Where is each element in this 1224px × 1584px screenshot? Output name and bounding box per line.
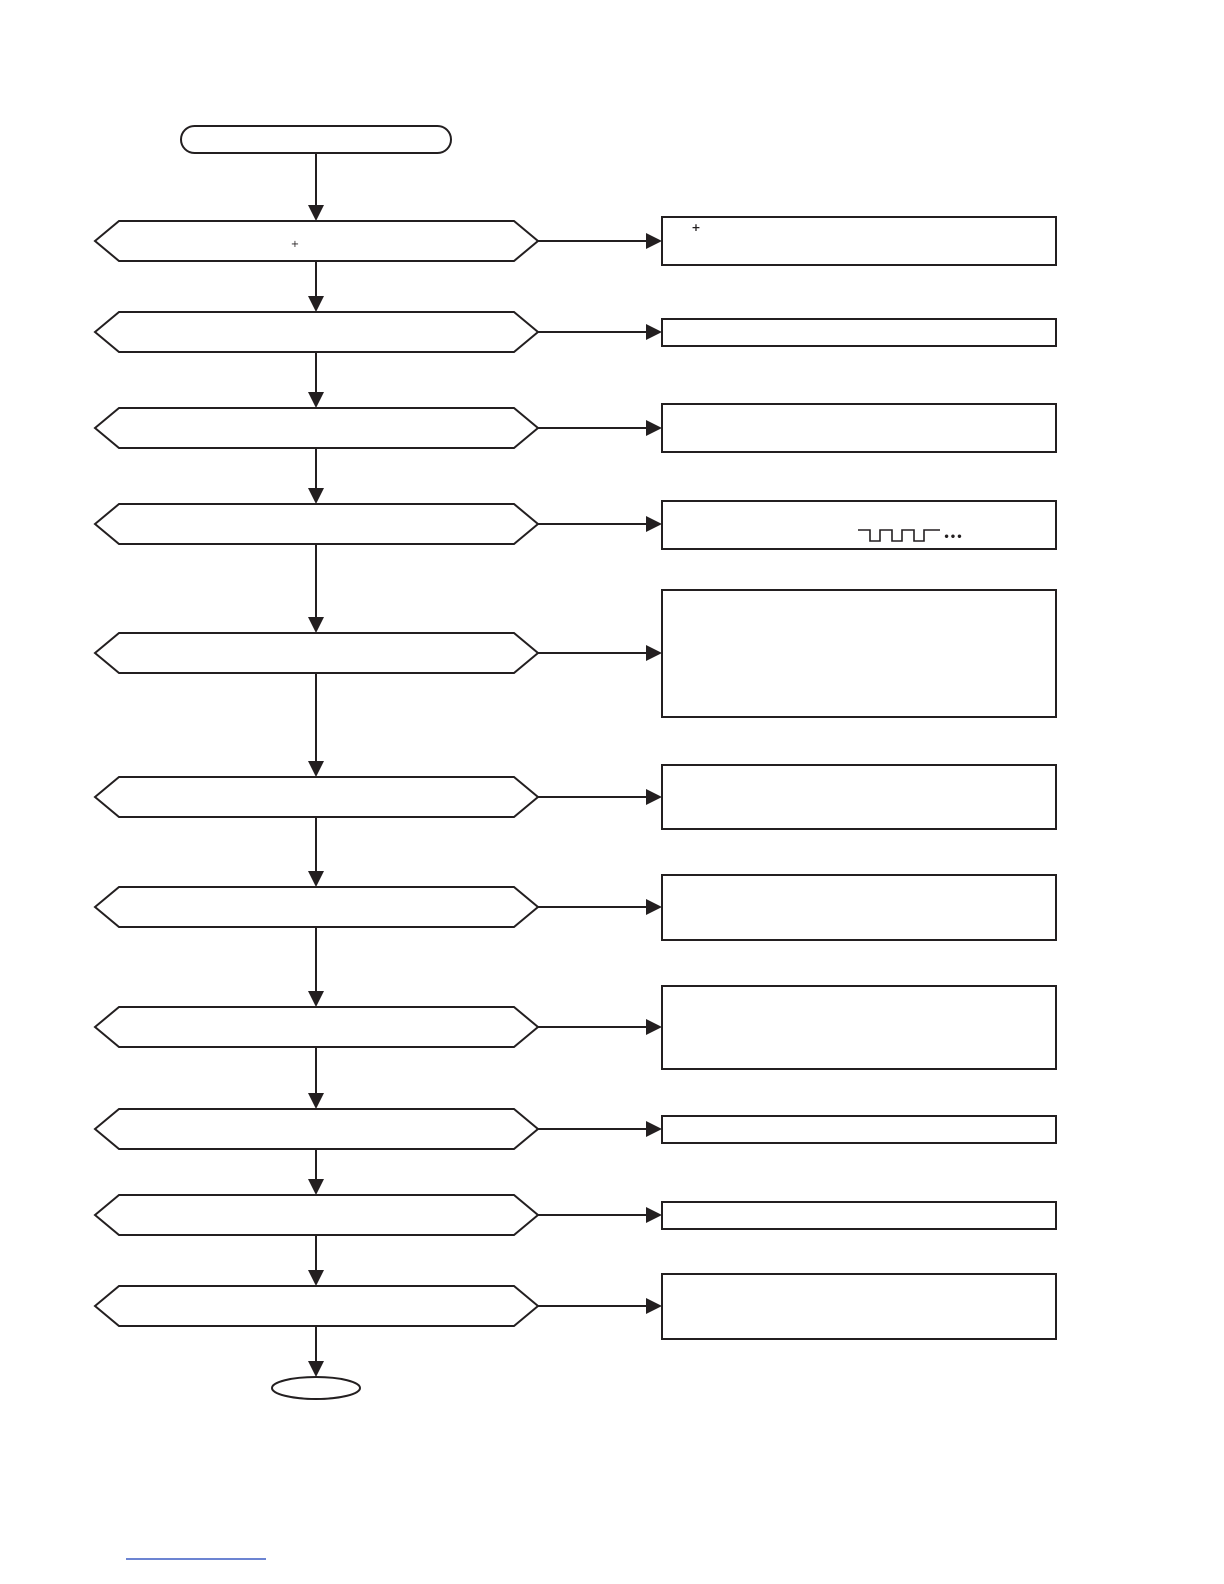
branch-connector-4-head: [646, 516, 662, 532]
decision-step-1-plus-mark: +: [290, 239, 300, 250]
step-connector-1-head: [308, 296, 324, 312]
decision-step-2: [95, 312, 538, 352]
branch-connector-6-head: [646, 789, 662, 805]
remedy-box-5: [662, 590, 1056, 717]
remedy-box-11: [662, 1274, 1056, 1339]
decision-step-6: [95, 777, 538, 817]
branch-connector-1-head: [646, 233, 662, 249]
decision-step-5: [95, 633, 538, 673]
decision-step-11: [95, 1286, 538, 1326]
step-connector-8-head: [308, 1093, 324, 1109]
remedy-box-4: [662, 501, 1056, 549]
branch-connector-8-head: [646, 1019, 662, 1035]
decision-step-7: [95, 887, 538, 927]
decision-step-1: [95, 221, 538, 261]
branch-connector-3-head: [646, 420, 662, 436]
decision-step-4: [95, 504, 538, 544]
flow-nodes: [95, 126, 1056, 1399]
branch-connector-5-head: [646, 645, 662, 661]
decision-step-9: [95, 1109, 538, 1149]
step-connector-9-head: [308, 1179, 324, 1195]
branch-connector-10-head: [646, 1207, 662, 1223]
step-connector-10-head: [308, 1270, 324, 1286]
start-connector-head: [308, 205, 324, 221]
decision-step-10: [95, 1195, 538, 1235]
step-connector-6-head: [308, 871, 324, 887]
remedy-box-1-plus-mark: +: [691, 221, 701, 234]
end-connector-head: [308, 1361, 324, 1377]
remedy-box-2: [662, 319, 1056, 346]
remedy-box-1: [662, 217, 1056, 265]
remedy-box-6: [662, 765, 1056, 829]
branch-connector-2-head: [646, 324, 662, 340]
start-terminal: [181, 126, 451, 153]
end-terminal: [272, 1377, 360, 1399]
remedy-box-8: [662, 986, 1056, 1069]
branch-connector-9-head: [646, 1121, 662, 1137]
remedy-box-9: [662, 1116, 1056, 1143]
step-connector-2-head: [308, 392, 324, 408]
waveform-ellipsis: •••: [943, 532, 963, 543]
step-connector-4-head: [308, 617, 324, 633]
branch-connector-11-head: [646, 1298, 662, 1314]
remedy-box-7: [662, 875, 1056, 940]
remedy-box-3: [662, 404, 1056, 452]
remedy-box-10: [662, 1202, 1056, 1229]
decision-step-3: [95, 408, 538, 448]
decision-step-8: [95, 1007, 538, 1047]
branch-connector-7-head: [646, 899, 662, 915]
step-connector-3-head: [308, 488, 324, 504]
step-connector-7-head: [308, 991, 324, 1007]
step-connector-5-head: [308, 761, 324, 777]
